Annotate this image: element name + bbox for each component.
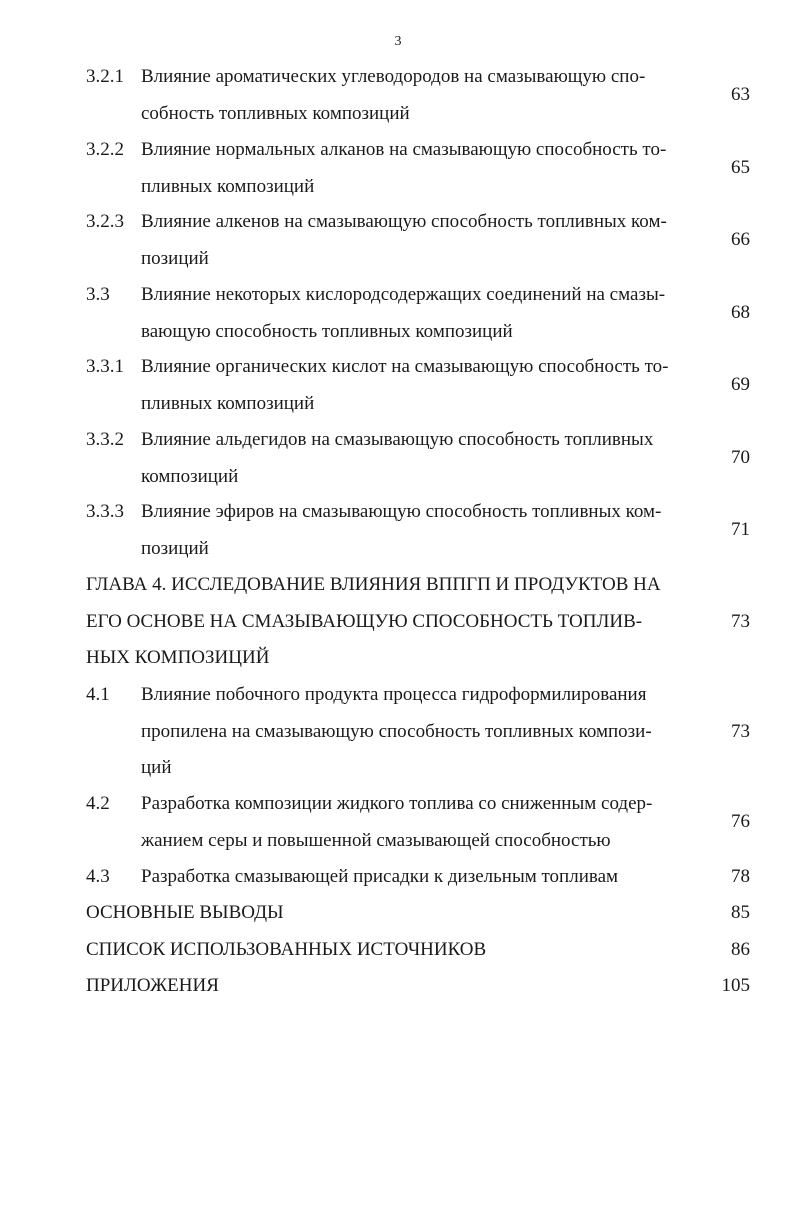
toc-entry-page: 69 (731, 374, 750, 395)
toc-entry-title: Влияние альдегидов на смазывающую способность топливных композиций (141, 429, 654, 487)
page-number: 3 (394, 34, 402, 49)
toc-entry-3-3-3[interactable] (86, 494, 750, 567)
toc-entry-title: Разработка композиции жидкого топлива со сниженным содер- жанием серы и повышенной смазывающей способностью (141, 793, 653, 851)
toc-entry-page: 105 (721, 975, 750, 996)
toc-entry-title: Влияние некоторых кислородсодержащих соединений на смазы- вающую способность топливных композиций (141, 284, 666, 342)
toc-entry-title: Влияние органических кислот на смазывающую способность то- пливных композиций (141, 356, 669, 414)
toc-entry-number: 4.3 (86, 866, 110, 887)
toc-entry-3-2-1[interactable] (86, 59, 750, 132)
toc-entry-number: 4.2 (86, 793, 110, 814)
toc-entry-title: Влияние эфиров на смазывающую способность топливных ком- позиций (141, 501, 662, 559)
toc-entry-page: 70 (731, 447, 750, 468)
toc-entry-page: 85 (731, 902, 750, 923)
toc-entry-3-2-3[interactable] (86, 204, 750, 277)
toc-entry-conclusions[interactable] (86, 895, 750, 932)
toc-entry-title: Влияние ароматических углеводородов на смазывающую спо- собность топливных композиций (141, 66, 646, 124)
toc-entry-number: 3.2.2 (86, 139, 124, 160)
toc-entry-title: ОСНОВНЫЕ ВЫВОДЫ (86, 902, 284, 923)
toc-entry-title: Влияние побочного продукта процесса гидроформилирования пропилена на смазывающую способность топливных компози- ций (141, 684, 652, 778)
toc-entry-chapter-4[interactable] (86, 567, 750, 677)
toc-entry-page: 63 (731, 84, 750, 105)
toc-entry-title: СПИСОК ИСПОЛЬЗОВАННЫХ ИСТОЧНИКОВ (86, 939, 487, 960)
toc-entry-number: 4.1 (86, 684, 110, 705)
toc-entry-page: 71 (731, 519, 750, 540)
toc-entry-references[interactable] (86, 932, 750, 969)
toc-entry-title: ПРИЛОЖЕНИЯ (86, 975, 219, 996)
toc-entry-page: 86 (731, 939, 750, 960)
toc-entry-page: 73 (731, 721, 750, 742)
toc-entry-number: 3.3.2 (86, 429, 124, 450)
toc-entry-page: 76 (731, 811, 750, 832)
toc-entry-4-1[interactable] (86, 677, 750, 787)
toc-entry-3-2-2[interactable] (86, 132, 750, 205)
toc-entry-page: 78 (731, 866, 750, 887)
toc-entry-number: 3.3 (86, 284, 110, 305)
toc-entry-title: Разработка смазывающей присадки к дизельным топливам (141, 866, 619, 887)
toc-entry-appendices[interactable] (86, 968, 750, 1005)
toc-entry-title: Влияние нормальных алканов на смазывающую способность то- пливных композиций (141, 139, 667, 197)
toc-entry-4-3[interactable] (86, 859, 750, 896)
toc-entry-page: 73 (731, 611, 750, 632)
toc-entry-page: 66 (731, 229, 750, 250)
toc-entry-number: 3.2.1 (86, 66, 124, 87)
toc-entry-title: ГЛАВА 4. ИССЛЕДОВАНИЕ ВЛИЯНИЯ ВППГП И ПРОДУКТОВ НА ЕГО ОСНОВЕ НА СМАЗЫВАЮЩУЮ СПОСОБНОСТЬ ТОПЛИВ- НЫХ КОМПОЗИЦИЙ (86, 574, 661, 668)
toc-entry-number: 3.3.1 (86, 356, 124, 377)
toc-entry-title: Влияние алкенов на смазывающую способность топливных ком- позиций (141, 211, 667, 269)
toc-entry-3-3[interactable] (86, 277, 750, 350)
toc-entry-4-2[interactable] (86, 786, 750, 859)
toc-entry-page: 65 (731, 157, 750, 178)
toc-entry-number: 3.2.3 (86, 211, 124, 232)
toc-entry-3-3-2[interactable] (86, 422, 750, 495)
toc-entry-page: 68 (731, 302, 750, 323)
toc-entry-number: 3.3.3 (86, 501, 124, 522)
toc-entry-3-3-1[interactable] (86, 349, 750, 422)
